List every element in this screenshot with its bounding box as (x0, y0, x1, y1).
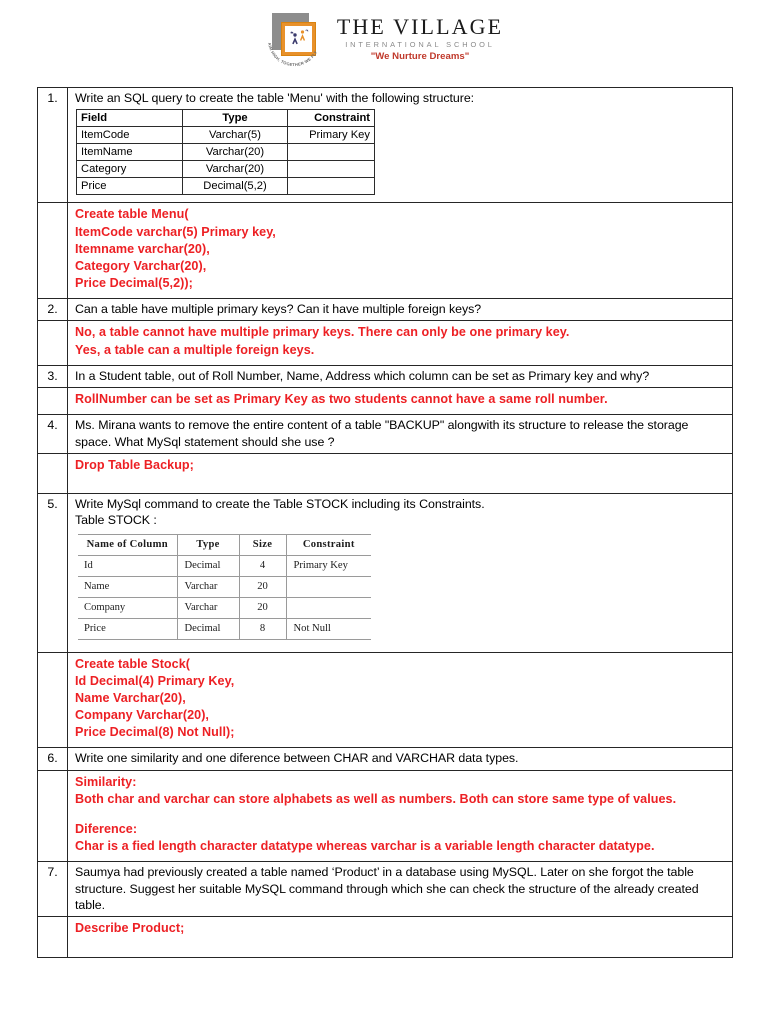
question-text: Can a table have multiple primary keys? Can it have multiple foreign keys? (75, 302, 482, 316)
table-row (77, 178, 375, 195)
answer-number-blank (38, 321, 68, 364)
svg-text:AIM HIGH, TOGETHER WE FLY (267, 42, 318, 67)
question-text: Write an SQL query to create the table 'Menu' with the following structure: (75, 91, 475, 105)
cell-constraint (286, 576, 371, 597)
cell-constraint: Not Null (286, 618, 371, 639)
table-row-q1-question (38, 88, 732, 203)
cell-constraint (288, 161, 375, 178)
cell-field: ItemCode (77, 127, 183, 144)
question-text: Ms. Mirana wants to remove the entire content of a table "BACKUP" alongwith its structure to release the storage space. What MySql statement should she use ? (75, 418, 689, 449)
cell-name: Id (78, 555, 177, 576)
brand-subtitle: INTERNATIONAL SCHOOL (345, 40, 495, 49)
question-text: Saumya had previously created a table named ‘Product’ in a database using MySQL. Later on she forgot the table structure. Suggest her suitable MySQL command through which she can check the structure of the already created table. (75, 865, 699, 912)
brand-name: THE VILLAGE (336, 14, 504, 39)
village-school-logo-icon (265, 10, 327, 68)
answer-body (68, 917, 732, 956)
question-number: 7. (38, 862, 68, 916)
table-row-q2-question (38, 299, 732, 321)
answer-line: Char is a fied length character datatype whereas varchar is a variable length character datatype. (75, 839, 655, 854)
cell-constraint: Primary Key (286, 555, 371, 576)
brand-tagline: "We Nurture Dreams" (370, 51, 470, 63)
answer-number-blank (38, 388, 68, 414)
brand-wordmark (337, 16, 503, 62)
answer-line: RollNumber can be set as Primary Key as two students cannot have a same roll number. (75, 392, 608, 406)
cell-type: Varchar (177, 597, 239, 618)
answer-body (68, 771, 732, 862)
cell-constraint: Primary Key (288, 127, 375, 144)
question-body (68, 415, 732, 453)
cell-type: Varchar(20) (183, 144, 288, 161)
answer-line-similarity-label: Similarity: (75, 774, 137, 789)
answer-line-diference-label: Diference: (75, 822, 138, 836)
page-header (0, 0, 768, 78)
answer-line: Price Decimal(5,2)); (75, 275, 193, 290)
table-row (77, 161, 375, 178)
cell-size: 20 (239, 576, 286, 597)
cell-type: Decimal (177, 618, 239, 639)
answer-line: Create table Stock( (75, 656, 191, 671)
answer-line: ItemCode varchar(5) Primary key, (75, 224, 276, 239)
answer-number-blank (38, 771, 68, 862)
question-text: Write one similarity and one diference between CHAR and VARCHAR data types. (75, 751, 519, 766)
cell-size: 20 (239, 597, 286, 618)
answer-body (68, 321, 732, 364)
answer-line: Create table Menu( (75, 207, 189, 222)
question-body (68, 748, 732, 769)
column-header-constraint: Constraint (286, 534, 371, 555)
answer-line: Category Varchar(20), (75, 258, 207, 273)
answer-body (68, 388, 732, 414)
cell-field: Category (77, 161, 183, 178)
question-body (68, 366, 732, 387)
cell-constraint (286, 597, 371, 618)
answer-line: Company Varchar(20), (75, 708, 209, 723)
answer-line: Price Decimal(8) Not Null); (75, 725, 235, 740)
table-header-row (78, 534, 371, 555)
answer-number-blank (38, 653, 68, 748)
answer-line: Yes, a table can a multiple foreign keys. (75, 342, 315, 357)
table-row-q4-question (38, 415, 732, 454)
question-body (68, 862, 732, 916)
table-row-q6-question (38, 748, 732, 770)
cell-type: Decimal (177, 555, 239, 576)
question-number: 4. (38, 415, 68, 453)
cell-name: Company (78, 597, 177, 618)
answer-body (68, 454, 732, 493)
answer-line: Itemname varchar(20), (75, 241, 210, 256)
spacer (75, 474, 726, 487)
answer-line: No, a table cannot have multiple primary keys. There can only be one primary key. (75, 325, 570, 340)
spacer (75, 938, 726, 951)
question-text-line2: Table STOCK : (75, 513, 157, 528)
worksheet-table (37, 87, 733, 958)
table-row-q7-answer (38, 917, 732, 957)
question-number: 1. (38, 88, 68, 202)
spacer (75, 195, 726, 199)
cell-type: Varchar (177, 576, 239, 597)
cell-constraint (288, 178, 375, 195)
cell-field: ItemName (77, 144, 183, 161)
table-row (77, 144, 375, 161)
answer-number-blank (38, 917, 68, 956)
answer-line: Both char and varchar can store alphabets as well as numbers. Both can store same type of values. (75, 791, 677, 806)
column-header-type: Type (177, 534, 239, 555)
spacer (75, 808, 726, 821)
cell-name: Name (78, 576, 177, 597)
cell-size: 8 (239, 618, 286, 639)
logo-ring-text (265, 10, 327, 68)
column-header-name-of-column: Name of Column (78, 534, 177, 555)
menu-structure-table (76, 109, 375, 195)
logo-ring-text-label: AIM HIGH, TOGETHER WE FLY (266, 42, 319, 68)
table-row-q5-question (38, 494, 732, 653)
table-row-q3-question (38, 366, 732, 388)
question-number: 2. (38, 299, 68, 320)
cell-type: Decimal(5,2) (183, 178, 288, 195)
table-row-q7-question (38, 862, 732, 917)
cell-type: Varchar(20) (183, 161, 288, 178)
question-body (68, 299, 732, 320)
question-number: 6. (38, 748, 68, 769)
cell-size: 4 (239, 555, 286, 576)
table-row-q1-answer (38, 203, 732, 299)
question-text: In a Student table, out of Roll Number, Name, Address which column can be set as Primary key and why? (75, 368, 650, 383)
answer-number-blank (38, 454, 68, 493)
cell-name: Price (78, 618, 177, 639)
cell-constraint (288, 144, 375, 161)
answer-body (68, 203, 732, 298)
column-header-size: Size (239, 534, 286, 555)
question-number: 3. (38, 366, 68, 387)
table-row (78, 618, 371, 639)
cell-type: Varchar(5) (183, 127, 288, 144)
table-row-q2-answer (38, 321, 732, 365)
question-text: Write MySql command to create the Table STOCK including its Constraints. (75, 497, 485, 511)
table-row-q6-answer (38, 771, 732, 863)
table-row-q3-answer (38, 388, 732, 415)
answer-number-blank (38, 203, 68, 298)
answer-line: Id Decimal(4) Primary Key, (75, 673, 235, 688)
stock-structure-table (78, 534, 371, 640)
table-row (78, 576, 371, 597)
column-header-type: Type (183, 110, 288, 127)
answer-line: Name Varchar(20), (75, 691, 186, 705)
table-header-row (77, 110, 375, 127)
table-row-q5-answer (38, 653, 732, 749)
column-header-field: Field (77, 110, 183, 127)
table-row (77, 127, 375, 144)
question-number: 5. (38, 494, 68, 652)
question-body (68, 88, 732, 202)
answer-line: Drop Table Backup; (75, 457, 194, 472)
spacer (75, 640, 726, 649)
answer-line: Describe Product; (75, 921, 185, 936)
column-header-constraint: Constraint (288, 110, 375, 127)
table-row-q4-answer (38, 454, 732, 494)
question-body (68, 494, 732, 652)
table-row (78, 555, 371, 576)
cell-field: Price (77, 178, 183, 195)
answer-body (68, 653, 732, 748)
table-row (78, 597, 371, 618)
